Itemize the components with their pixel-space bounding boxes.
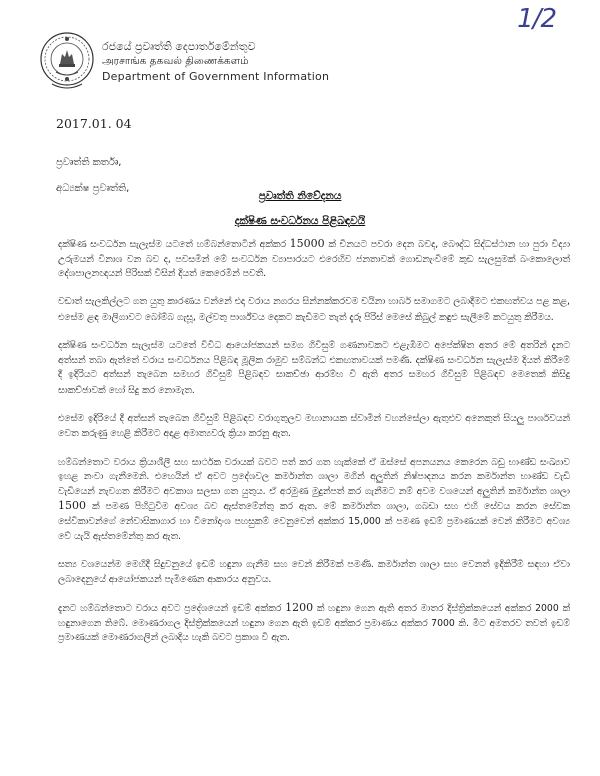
paragraph: දක්ෂිණ සංවර්ධන සැලැස්ම යටතේ විවිධ ආයෝජකයන් සමග ගිවිසුම් ගණනාවකට එළැඹීමට අපේක්ෂිත අතර මේ අතරින් දැනට අත්සන් තබා ඇත්තේ වරාය සංවර්ධනය පිළිබඳ මූලික රාමුව සම්බන්ධ එකඟතාවයක් පමණි. දක්ෂිණ සංවර්ධන සැලැස්ම දියත් කිරීමේ දී ඉදිරියට අත්සන් තැබෙන සමහර ගිවිසුම් පිළිබඳව සාකච්ඡා ආරම්භ වී ඇති අතර සමහර ගිවිසුම් පිළිබඳව මෙතෙක් කිසිදු සාකච්ඡාවක් හෝ සිදු කර නොමැත. — [58, 339, 570, 396]
body-text — [58, 237, 570, 660]
department-names — [102, 39, 329, 84]
letterhead — [38, 30, 329, 92]
sri-lanka-emblem-icon — [38, 30, 96, 92]
recipient-line: ප්‍රවෘත්ති කර්තෘ, — [56, 157, 122, 168]
document-subtitle: දක්ෂිණ සංවර්ධනය පිළිබඳවයි — [234, 215, 366, 227]
department-name-english: Department of Government Information — [102, 69, 330, 83]
release-date: 2017.01. 04 — [56, 116, 132, 131]
paragraph: දක්ෂිණ සංවර්ධන සැලැස්ම යටතේ හම්බන්තොටින් අක්කර 15000 ක් චීනයට පවරා දෙන බවද, බෞද්ධ සිද්ධස්ථාන හා පුරා විද්‍යා උරුමයන් විනාශ වන බව ද, පවසමින් මේ සංවර්ධන ව්‍යාපාරයට එරෙහිව ජනතාවක් ගොඩනැංවීමේ කුඩ සැලසුමක් බංකොලොත් දේශපාලනඥයන් පිරිසක් විසින් දියත් කෙරෙමින් පවතී. — [58, 237, 571, 280]
recipient-line: අධ්‍යක්ෂ ප්‍රවෘත්ති, — [56, 183, 130, 194]
paragraph: සත්‍ය වශයෙන්ම මෙහිදී සිදුවනුයේ ඉඩම් හඳුනා ගැනීම සහ වෙන් කිරීමක් පමණි. කර්මාන්ත ශාලා සහ වෙනත් ඉදිකිරීම් සඳහා ඒවා ලබාදෙනුයේ ආයෝජකයන් පැමිණෙන ආකාරය අනුවය. — [58, 558, 570, 586]
paragraph: වඩාත් සැලකිල්ලට ගත යුතු කාරණය වන්නේ එදා වරාය නගරය සින්නක්කරවම චයිනා හාබර් සමාගමට ලබාදීමට එකඟත්වය පළ කළ, එසේම ළඳ මාලිගාවට බෝම්බ ගැසූ, මල්වතු පාර්ශ්වය දෙකට කැඩීමට තැත් දැරූ පිරිස් මෙසේ කිබුල් කඳුළු සැලීමේ කටයුතු කිරීමය. — [58, 296, 570, 323]
page-number-mark: 1/2 — [517, 4, 556, 34]
paragraph: හම්බන්තොට වරාය ක්‍රියාශීලී සහ සාර්ථක වරායක් බවට පත් කර ගත හැක්කේ ඒ ඔස්සේ අපනයනය කෙරෙන බඩු භාණ්ඩ සංඛ්‍යාව ඉහළ නංවා ගැනීමෙනි. එහෙයින් ඒ අවට ප්‍රදේශවල කර්මාන්ත ශාලා මගින් අලුතින් නිෂ්පාදනය කරන කර්මාන්ත භාණ්ඩ වැඩි වැඩියෙන් නැවගත කිරීමට අවකාශ සලසා ගත යුතුය. ඒ අරමුණ මුදුන්පත් කර ගැනීමට නම් අවම වශයෙන් අලුතින් කර්මාන්ත ශාලා 1500 ක් පමණ පිහිටුවීම අවශ්‍ය බව ඇස්තමේන්තු කර ඇත. මේ කර්මාන්ත ශාලා, ගබඩා සහ එහි සේවය කරන සේවක සේවිකාවන්ගේ නේවාසිකාගාර හා විනෝදාංශ පහසුකම් වෙනුවෙන් අක්කර 15,000 ක් පමණ ඉඩම් ප්‍රමාණයක් වෙන් කිරීමට අවශ්‍ය වේ යැයි ඇස්තමේන්තු කර ඇත. — [58, 456, 570, 542]
document-title: ප්‍රවෘත්ති නිවේදනය — [258, 190, 342, 202]
department-name-tamil: அரசாங்க தகவல் திணைக்களம் — [102, 54, 249, 67]
paragraph: එසේම ඉදිරියේ දී අත්සන් තැබෙන ගිවිසුම් පිළිබඳව වරාගුතුලව මහානායක ස්වාමීන් වහන්සේලා ඇතුළුව අනෙකුත් සියලු පාර්ශවයන් වෙත කරුණු හෙළි කිරීමට අදාළ අමාත්‍යවරු ක්‍රියා කරනු ඇත. — [58, 412, 570, 440]
department-name-sinhala: රජයේ ප්‍රවෘත්ති දෙපාර්තමේන්තුව — [102, 39, 256, 53]
paragraph: දැනට හම්බන්තොට වරාය අවට ප්‍රදේශයෙන් ඉඩම් අක්කර 1200 ක් හඳුනා ගෙන ඇති අතර මාතර දිස්ත්‍රික්කයෙන් අක්කර 2000 ක් හඳුනාගෙන තිබේ. මොණරාගල දිස්ත්‍රික්කයෙන් හඳුනා ගෙන ඇති ඉඩම් අක්කර ප්‍රමාණය අක්කර 7000 කි. මීට අමතරව තවත් ඉඩම් ප්‍රමාණයක් මොණරාගලින් ලබාදිය හැකි බවට ප්‍රකාශ වී ඇත. — [58, 601, 570, 644]
